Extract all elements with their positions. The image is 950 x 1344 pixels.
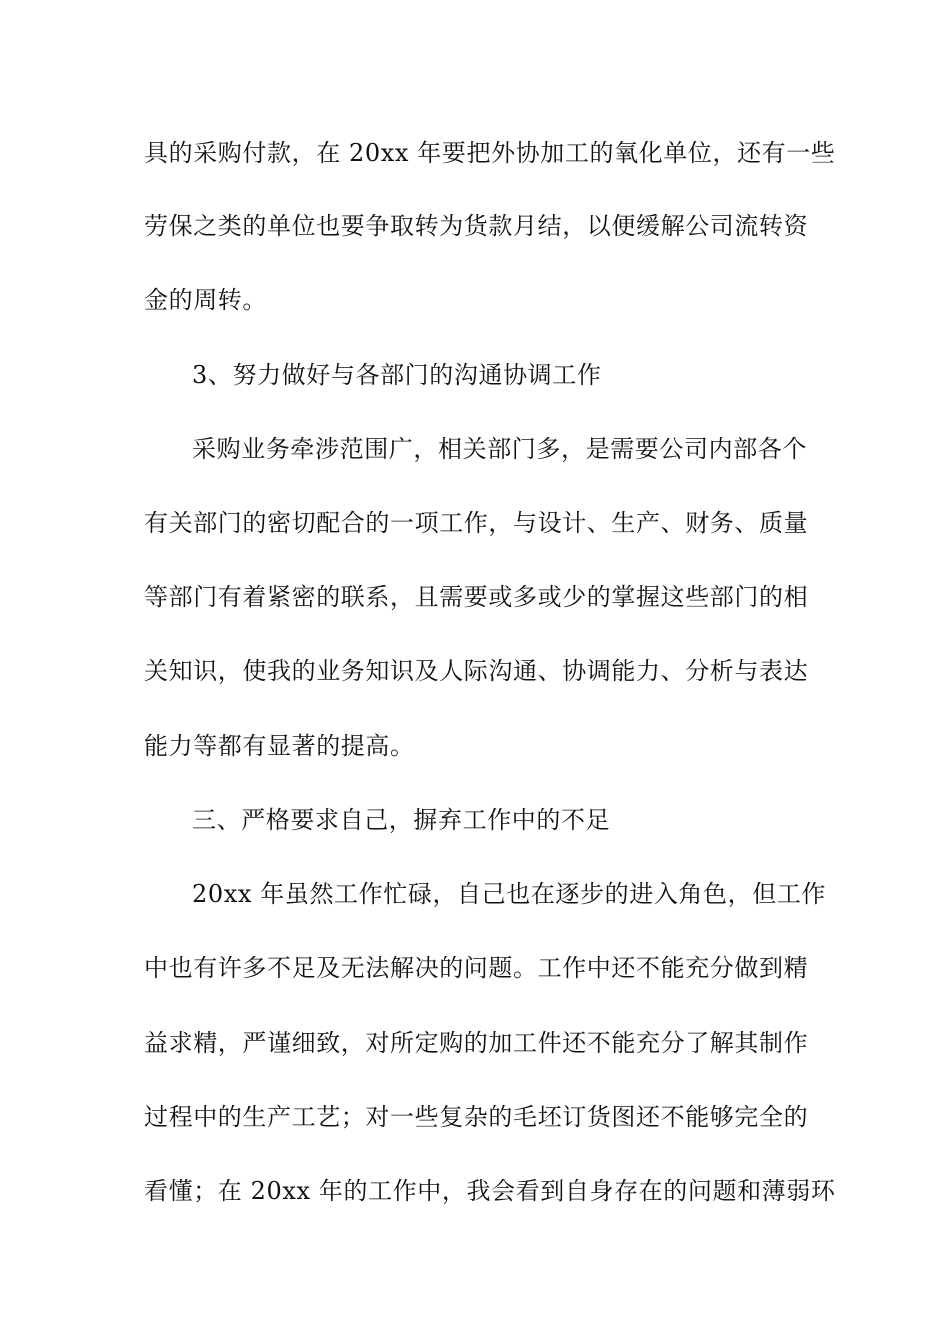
paragraph-line: 能力等都有显著的提高。	[144, 732, 415, 760]
paragraph-line: 益求精，严谨细致，对所定购的加工件还不能充分了解其制作	[144, 1029, 809, 1057]
paragraph-line: 有关部门的密切配合的一项工作，与设计、生产、财务、质量	[144, 509, 809, 537]
paragraph-line: 20xx 年虽然工作忙碌，自己也在逐步的进入角色，但工作	[192, 880, 827, 908]
paragraph-line: 采购业务牵涉范围广，相关部门多，是需要公司内部各个	[192, 435, 807, 463]
paragraph-line: 劳保之类的单位也要争取转为货款月结，以便缓解公司流转资	[144, 212, 809, 240]
paragraph-line: 金的周转。	[144, 286, 267, 314]
paragraph-line: 具的采购付款，在 20xx 年要把外协加工的氧化单位，还有一些	[144, 139, 836, 167]
paragraph-line: 中也有许多不足及无法解决的问题。工作中还不能充分做到精	[144, 954, 809, 982]
section-heading: 三、严格要求自己，摒弃工作中的不足	[192, 806, 611, 834]
paragraph-line: 看懂；在 20xx 年的工作中，我会看到自身存在的问题和薄弱环	[144, 1177, 836, 1205]
paragraph-line: 等部门有着紧密的联系，且需要或多或少的掌握这些部门的相	[144, 583, 809, 611]
section-heading: 3、努力做好与各部门的沟通协调工作	[192, 361, 602, 389]
paragraph-line: 过程中的生产工艺；对一些复杂的毛坯订货图还不能够完全的	[144, 1103, 809, 1131]
paragraph-line: 关知识，使我的业务知识及人际沟通、协调能力、分析与表达	[144, 657, 809, 685]
